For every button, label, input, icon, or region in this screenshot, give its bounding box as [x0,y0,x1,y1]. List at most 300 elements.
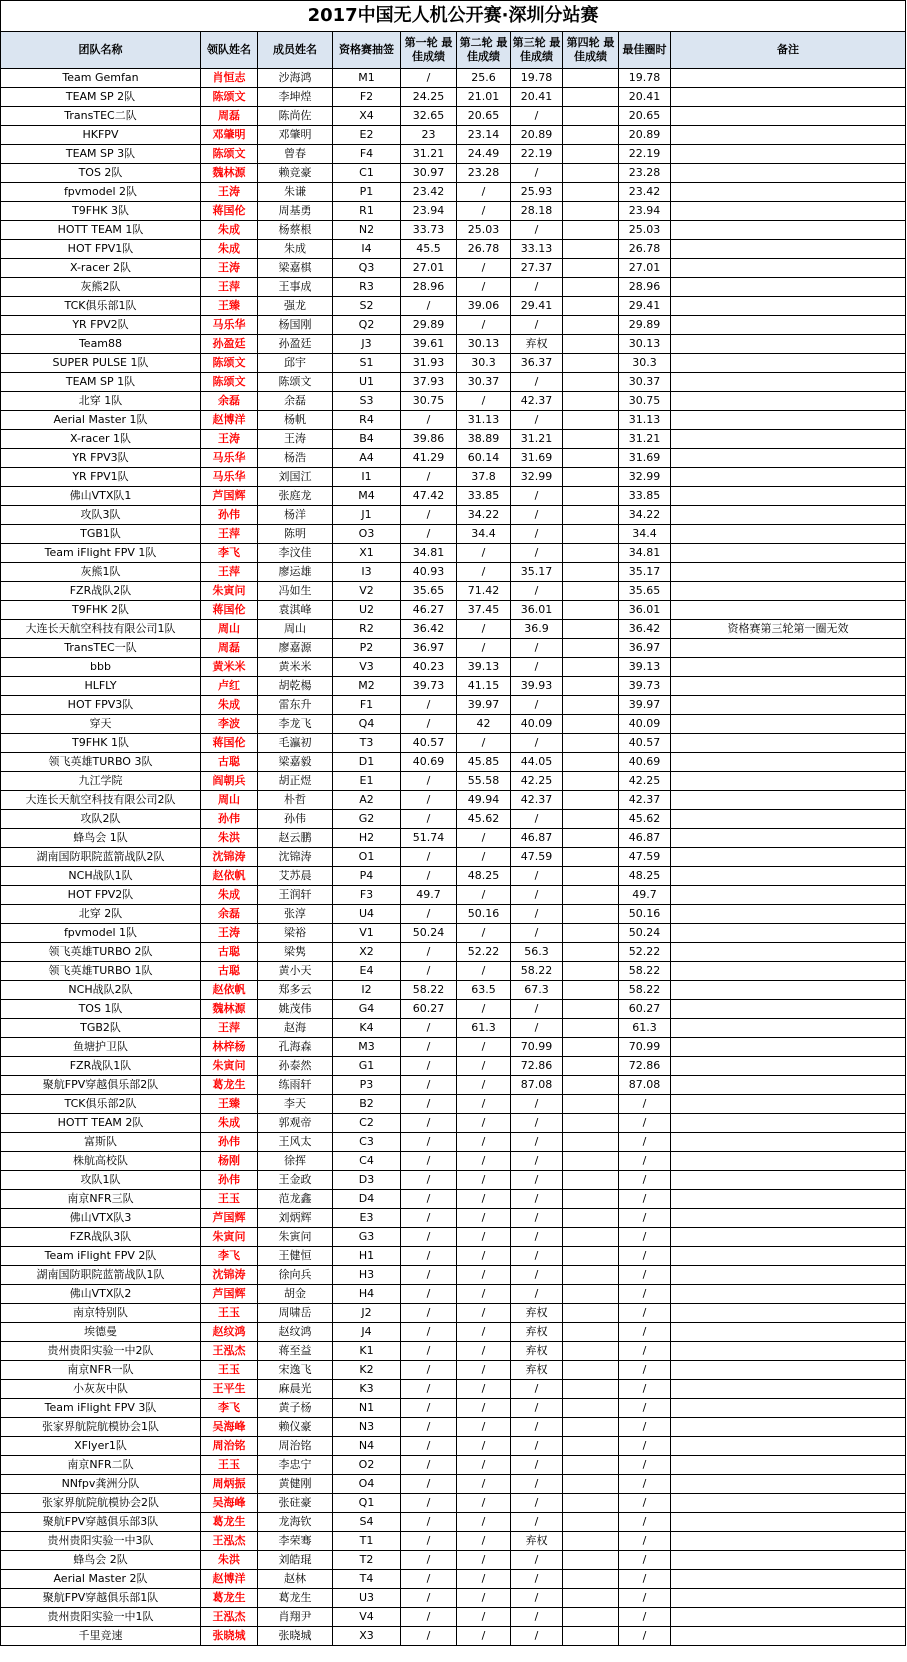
round1-best: 39.86 [401,430,457,449]
round3-best: 42.37 [511,392,563,411]
round3-best: / [511,278,563,297]
team-name: T9FHK 3队 [1,202,201,221]
best-lap: / [619,1285,671,1304]
remarks [671,1095,906,1114]
member-name: 毛瀛初 [258,734,333,753]
draw-slot: O4 [333,1475,401,1494]
round2-best: / [457,1418,511,1437]
remarks [671,354,906,373]
round1-best: / [401,1304,457,1323]
round4-best [563,753,619,772]
table-row [1,848,906,867]
remarks [671,69,906,88]
team-name: 蜂鸟会 1队 [1,829,201,848]
best-lap: / [619,1304,671,1323]
best-lap: / [619,1114,671,1133]
round3-best: 28.18 [511,202,563,221]
team-name: NNfpv龚洲分队 [1,1475,201,1494]
round2-best: 49.94 [457,791,511,810]
round2-best: 48.25 [457,867,511,886]
member-name: 孔海森 [258,1038,333,1057]
member-name: 孙泰然 [258,1057,333,1076]
table-row [1,525,906,544]
remarks [671,639,906,658]
remarks [671,1190,906,1209]
team-name: TOS 2队 [1,164,201,183]
table-row [1,1228,906,1247]
leader-name: 赵纹鸿 [201,1323,258,1342]
table-row [1,1342,906,1361]
member-name: 梁隽 [258,943,333,962]
results-body [1,69,906,1646]
round4-best [563,525,619,544]
remarks [671,981,906,1000]
round1-best: 40.93 [401,563,457,582]
best-lap: 39.13 [619,658,671,677]
team-name: 南京NFR二队 [1,1456,201,1475]
round1-best: 37.93 [401,373,457,392]
team-name: T9FHK 2队 [1,601,201,620]
round1-best: / [401,69,457,88]
draw-slot: R2 [333,620,401,639]
round3-best: / [511,1608,563,1627]
member-name: 胡乾楊 [258,677,333,696]
team-name: YR FPV2队 [1,316,201,335]
table-row [1,1095,906,1114]
table-row [1,487,906,506]
round4-best [563,943,619,962]
remarks [671,1437,906,1456]
leader-name: 芦国辉 [201,1285,258,1304]
round3-best: 44.05 [511,753,563,772]
draw-slot: S2 [333,297,401,316]
round2-best: 39.13 [457,658,511,677]
leader-name: 余磊 [201,905,258,924]
round3-best: / [511,1380,563,1399]
table-row [1,924,906,943]
round4-best [563,734,619,753]
leader-name: 马乐华 [201,468,258,487]
remarks [671,1418,906,1437]
member-name: 赵海 [258,1019,333,1038]
round3-best: 31.21 [511,430,563,449]
draw-slot: H4 [333,1285,401,1304]
draw-slot: U4 [333,905,401,924]
best-lap: 31.69 [619,449,671,468]
round1-best: / [401,1589,457,1608]
round2-best: 34.4 [457,525,511,544]
round1-best: / [401,1570,457,1589]
round4-best [563,981,619,1000]
round2-best: 30.13 [457,335,511,354]
round3-best: / [511,1513,563,1532]
team-name: fpvmodel 2队 [1,183,201,202]
round3-best: / [511,886,563,905]
best-lap: / [619,1513,671,1532]
best-lap: 72.86 [619,1057,671,1076]
table-row [1,1000,906,1019]
team-name: 北穿 1队 [1,392,201,411]
remarks [671,1038,906,1057]
table-row [1,1380,906,1399]
round1-best: / [401,867,457,886]
best-lap: 60.27 [619,1000,671,1019]
best-lap: 42.37 [619,791,671,810]
round3-best: / [511,373,563,392]
draw-slot: T3 [333,734,401,753]
team-name: HOT FPV1队 [1,240,201,259]
remarks [671,867,906,886]
round3-best: 20.41 [511,88,563,107]
team-name: bbb [1,658,201,677]
draw-slot: T4 [333,1570,401,1589]
remarks [671,924,906,943]
round3-best: / [511,1589,563,1608]
best-lap: 70.99 [619,1038,671,1057]
remarks [671,126,906,145]
best-lap: 31.13 [619,411,671,430]
round3-best: 47.59 [511,848,563,867]
leader-name: 王臻 [201,297,258,316]
member-name: 徐向兵 [258,1266,333,1285]
round2-best: 42 [457,715,511,734]
leader-name: 朱成 [201,240,258,259]
draw-slot: K4 [333,1019,401,1038]
round2-best: / [457,886,511,905]
round1-best: 23.42 [401,183,457,202]
team-name: TransTEC一队 [1,639,201,658]
remarks [671,525,906,544]
round1-header: 第一轮 最佳成绩 [401,32,457,69]
leader-name: 孙伟 [201,1133,258,1152]
leader-name: 魏林源 [201,164,258,183]
member-name: 黄健刚 [258,1475,333,1494]
table-row [1,221,906,240]
draw-slot: B4 [333,430,401,449]
leader-name: 吴海峰 [201,1418,258,1437]
draw-slot: I1 [333,468,401,487]
member-name: 周基勇 [258,202,333,221]
remarks [671,430,906,449]
best-lap: / [619,1323,671,1342]
member-name: 孙伟 [258,810,333,829]
remarks [671,107,906,126]
round2-best: 39.06 [457,297,511,316]
remarks [671,1456,906,1475]
team-name: 大连长天航空科技有限公司1队 [1,620,201,639]
team-name: Team88 [1,335,201,354]
remarks [671,810,906,829]
round1-best: / [401,468,457,487]
member-name: 袁淇峰 [258,601,333,620]
draw-slot: K1 [333,1342,401,1361]
round2-best: / [457,1190,511,1209]
round4-best [563,335,619,354]
remarks [671,1513,906,1532]
draw-slot: P4 [333,867,401,886]
team-name: X-racer 2队 [1,259,201,278]
round2-best: / [457,1532,511,1551]
member-name: 艾苏晨 [258,867,333,886]
round4-best [563,1285,619,1304]
round4-best [563,1551,619,1570]
table-row [1,1532,906,1551]
team-name: 富斯队 [1,1133,201,1152]
draw-slot: O3 [333,525,401,544]
table-row [1,582,906,601]
round1-best: / [401,1038,457,1057]
round3-best: / [511,639,563,658]
round1-best: 36.97 [401,639,457,658]
leader-name: 王玉 [201,1456,258,1475]
best-lap: 36.97 [619,639,671,658]
draw-slot: M3 [333,1038,401,1057]
leader-name: 沈锦涛 [201,848,258,867]
leader-name: 孙盈廷 [201,335,258,354]
table-row [1,1494,906,1513]
best-lap: 39.73 [619,677,671,696]
round3-best: 46.87 [511,829,563,848]
team-name: TCK俱乐部2队 [1,1095,201,1114]
round1-best: / [401,1228,457,1247]
round2-best: / [457,848,511,867]
round3-best: / [511,506,563,525]
member-name: 王健恒 [258,1247,333,1266]
team-name: 佛山VTX队1 [1,487,201,506]
round2-best: 60.14 [457,449,511,468]
team-name: YR FPV1队 [1,468,201,487]
remarks [671,1152,906,1171]
remarks [671,1627,906,1646]
round1-best: / [401,1399,457,1418]
round4-best [563,183,619,202]
best-lap: 50.16 [619,905,671,924]
member-name: 麻晨光 [258,1380,333,1399]
round1-best: / [401,1114,457,1133]
draw-slot: V4 [333,1608,401,1627]
leader-name: 王玉 [201,1304,258,1323]
round1-best: 39.61 [401,335,457,354]
round1-best: / [401,1019,457,1038]
team-name: 株航高校队 [1,1152,201,1171]
draw-slot: U3 [333,1589,401,1608]
leader-name: 沈锦涛 [201,1266,258,1285]
round3-best: 20.89 [511,126,563,145]
round2-best: / [457,544,511,563]
round4-best [563,1437,619,1456]
remarks [671,164,906,183]
draw-slot: C3 [333,1133,401,1152]
remarks [671,1589,906,1608]
team-name: 领飞英雄TURBO 3队 [1,753,201,772]
round1-best: / [401,1513,457,1532]
remarks [671,449,906,468]
draw-slot: D3 [333,1171,401,1190]
remarks [671,753,906,772]
round4-best [563,468,619,487]
draw-slot: G4 [333,1000,401,1019]
best-lap: 36.01 [619,601,671,620]
round4-best [563,1019,619,1038]
round4-best [563,563,619,582]
leader-name: 王萍 [201,278,258,297]
round4-best [563,1247,619,1266]
leader-name: 朱洪 [201,1551,258,1570]
remarks [671,1171,906,1190]
best-lap: 35.17 [619,563,671,582]
round2-best: / [457,1285,511,1304]
round4-best [563,1304,619,1323]
leader-name: 杨刚 [201,1152,258,1171]
round2-best: 50.16 [457,905,511,924]
leader-name: 王涛 [201,924,258,943]
round3-best: / [511,1247,563,1266]
round2-best: 31.13 [457,411,511,430]
leader-name: 马乐华 [201,316,258,335]
round1-best: 23 [401,126,457,145]
team-name: 领飞英雄TURBO 2队 [1,943,201,962]
leader-name: 陈颂文 [201,373,258,392]
table-row [1,373,906,392]
draw-slot: X2 [333,943,401,962]
draw-slot: P3 [333,1076,401,1095]
member-name: 王金政 [258,1171,333,1190]
remarks [671,715,906,734]
best-lap: / [619,1380,671,1399]
round3-best: / [511,1171,563,1190]
round1-best: / [401,1361,457,1380]
round3-best: 40.09 [511,715,563,734]
round2-best: / [457,1570,511,1589]
table-row [1,1323,906,1342]
round4-best [563,297,619,316]
round4-best [563,506,619,525]
remarks [671,468,906,487]
team-name: 聚航FPV穿越俱乐部3队 [1,1513,201,1532]
draw-slot: X4 [333,107,401,126]
table-row [1,1190,906,1209]
best-lap: 58.22 [619,962,671,981]
table-row [1,1418,906,1437]
member-name: 杨蔡根 [258,221,333,240]
round1-best: / [401,1095,457,1114]
leader-name: 朱洪 [201,829,258,848]
table-row [1,886,906,905]
member-name: 强龙 [258,297,333,316]
round1-best: / [401,1076,457,1095]
member-name: 朱寅问 [258,1228,333,1247]
round2-best: 20.65 [457,107,511,126]
team-name: 贵州贵阳实验一中3队 [1,1532,201,1551]
leader-name: 赵博洋 [201,411,258,430]
round4-best [563,1190,619,1209]
round2-best: / [457,1228,511,1247]
best-lap: 30.3 [619,354,671,373]
draw-slot: F2 [333,88,401,107]
round4-best [563,1266,619,1285]
remarks [671,962,906,981]
round3-best: / [511,658,563,677]
round2-best: 45.85 [457,753,511,772]
member-name: 朴哲 [258,791,333,810]
table-row [1,620,906,639]
member-name: 肖翔尹 [258,1608,333,1627]
round3-best: 67.3 [511,981,563,1000]
round2-best: 24.49 [457,145,511,164]
remarks [671,563,906,582]
leader-name: 赵博洋 [201,1570,258,1589]
remarks [671,696,906,715]
round3-best: / [511,1456,563,1475]
team-name: T9FHK 1队 [1,734,201,753]
team-name: 九江学院 [1,772,201,791]
draw-slot: J2 [333,1304,401,1323]
round1-best: / [401,506,457,525]
leader-name: 王涛 [201,259,258,278]
leader-name: 葛龙生 [201,1589,258,1608]
round2-best: / [457,1323,511,1342]
team-name: 领飞英雄TURBO 1队 [1,962,201,981]
member-header: 成员姓名 [258,32,333,69]
member-name: 赖仪豪 [258,1418,333,1437]
remarks [671,886,906,905]
leader-name: 余磊 [201,392,258,411]
round3-best: / [511,487,563,506]
round1-best: 33.73 [401,221,457,240]
round2-best: 34.22 [457,506,511,525]
round4-best [563,1456,619,1475]
round2-best: / [457,1608,511,1627]
table-row [1,658,906,677]
member-name: 龙海钦 [258,1513,333,1532]
remarks [671,1380,906,1399]
draw-slot: J3 [333,335,401,354]
remarks [671,1285,906,1304]
leader-name: 芦国辉 [201,1209,258,1228]
team-name: 贵州贵阳实验一中1队 [1,1608,201,1627]
remarks [671,1361,906,1380]
table-row [1,1114,906,1133]
round2-best: / [457,1627,511,1646]
round2-best: / [457,924,511,943]
round2-best: / [457,1057,511,1076]
best-lap: 49.7 [619,886,671,905]
round2-best: 63.5 [457,981,511,1000]
member-name: 朱谦 [258,183,333,202]
round1-best: / [401,1209,457,1228]
team-name: HOT FPV2队 [1,886,201,905]
round2-best: / [457,734,511,753]
best-lap: 46.87 [619,829,671,848]
best-lap: / [619,1456,671,1475]
team-name: 佛山VTX队2 [1,1285,201,1304]
round4-best [563,601,619,620]
round2-best: / [457,1551,511,1570]
round1-best: / [401,1532,457,1551]
leader-name: 葛龙生 [201,1076,258,1095]
member-name: 梁嘉棋 [258,259,333,278]
member-name: 杨国刚 [258,316,333,335]
round3-best: / [511,582,563,601]
remarks [671,1323,906,1342]
round3-best: 33.13 [511,240,563,259]
round2-best: / [457,962,511,981]
member-name: 郑多云 [258,981,333,1000]
table-row [1,677,906,696]
round4-best [563,1323,619,1342]
best-lap: 52.22 [619,943,671,962]
member-name: 王风太 [258,1133,333,1152]
